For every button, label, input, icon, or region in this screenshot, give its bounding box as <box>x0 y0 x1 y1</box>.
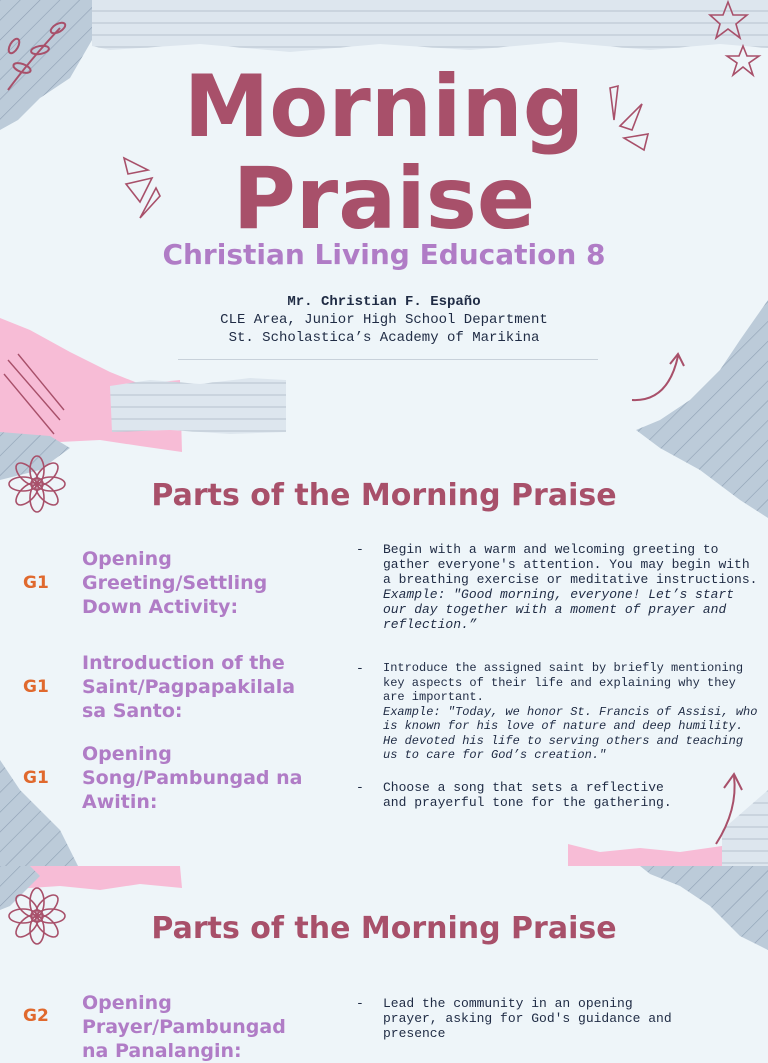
example-text: Example: "Today, we honor St. Francis of Assisi, who is known for his love of nature and deep humility. He devoted his life to serving others and teaching us to care for God’s creation." <box>383 704 758 762</box>
bullet-dash: - <box>356 780 364 795</box>
star-icon <box>710 0 750 44</box>
group-label: G1 <box>23 768 49 788</box>
curved-arrow-icon <box>708 770 748 850</box>
part-description <box>383 996 683 1041</box>
group-label: G2 <box>23 1006 49 1026</box>
part-description <box>383 661 763 763</box>
part-name: Introduction of the Saint/Pagpapakilala sa Santo: <box>82 652 296 722</box>
section-title: Parts of the Morning Praise <box>151 478 617 513</box>
slide-2 <box>0 866 768 1062</box>
teacher-name: Mr. Christian F. Españo <box>287 294 481 310</box>
strokes-decoration <box>0 350 70 440</box>
section-title: Parts of the Morning Praise <box>151 911 617 946</box>
description-text: Choose a song that sets a reflective and prayerful tone for the gathering. <box>383 780 672 810</box>
part-name: Opening Prayer/Pambungad na Panalangin: <box>82 992 286 1062</box>
example-text: Example: "Good morning, everyone! Let’s start our day together with a moment of prayer and reflection.” <box>383 587 735 632</box>
department: CLE Area, Junior High School Department <box>220 312 548 328</box>
divider <box>178 359 598 360</box>
title-line-1: Morning <box>183 57 585 157</box>
description-text: Introduce the assigned saint by briefly mentioning key aspects of their life and explaining why they are important. <box>383 661 744 704</box>
school-name: St. Scholastica’s Academy of Marikina <box>228 330 540 346</box>
part-name: Opening Greeting/Settling Down Activity: <box>82 548 268 618</box>
description-text: Begin with a warm and welcoming greeting to gather everyone's attention. You may begin with a breathing exercise or meditative instructions. <box>383 542 758 587</box>
group-label: G1 <box>23 573 49 593</box>
group-label: G1 <box>23 677 49 697</box>
part-description <box>383 780 683 810</box>
part-description <box>383 542 763 632</box>
part-name: Opening Song/Pambungad na Awitin: <box>82 743 303 813</box>
curved-arrow-icon <box>628 350 688 410</box>
bullet-dash: - <box>356 661 364 676</box>
title-line-2: Praise <box>232 149 536 249</box>
bullet-dash: - <box>356 996 364 1011</box>
subtitle: Christian Living Education 8 <box>162 238 606 271</box>
bullet-dash: - <box>356 542 364 557</box>
description-text: Lead the community in an opening prayer, asking for God's guidance and presence <box>383 996 672 1041</box>
